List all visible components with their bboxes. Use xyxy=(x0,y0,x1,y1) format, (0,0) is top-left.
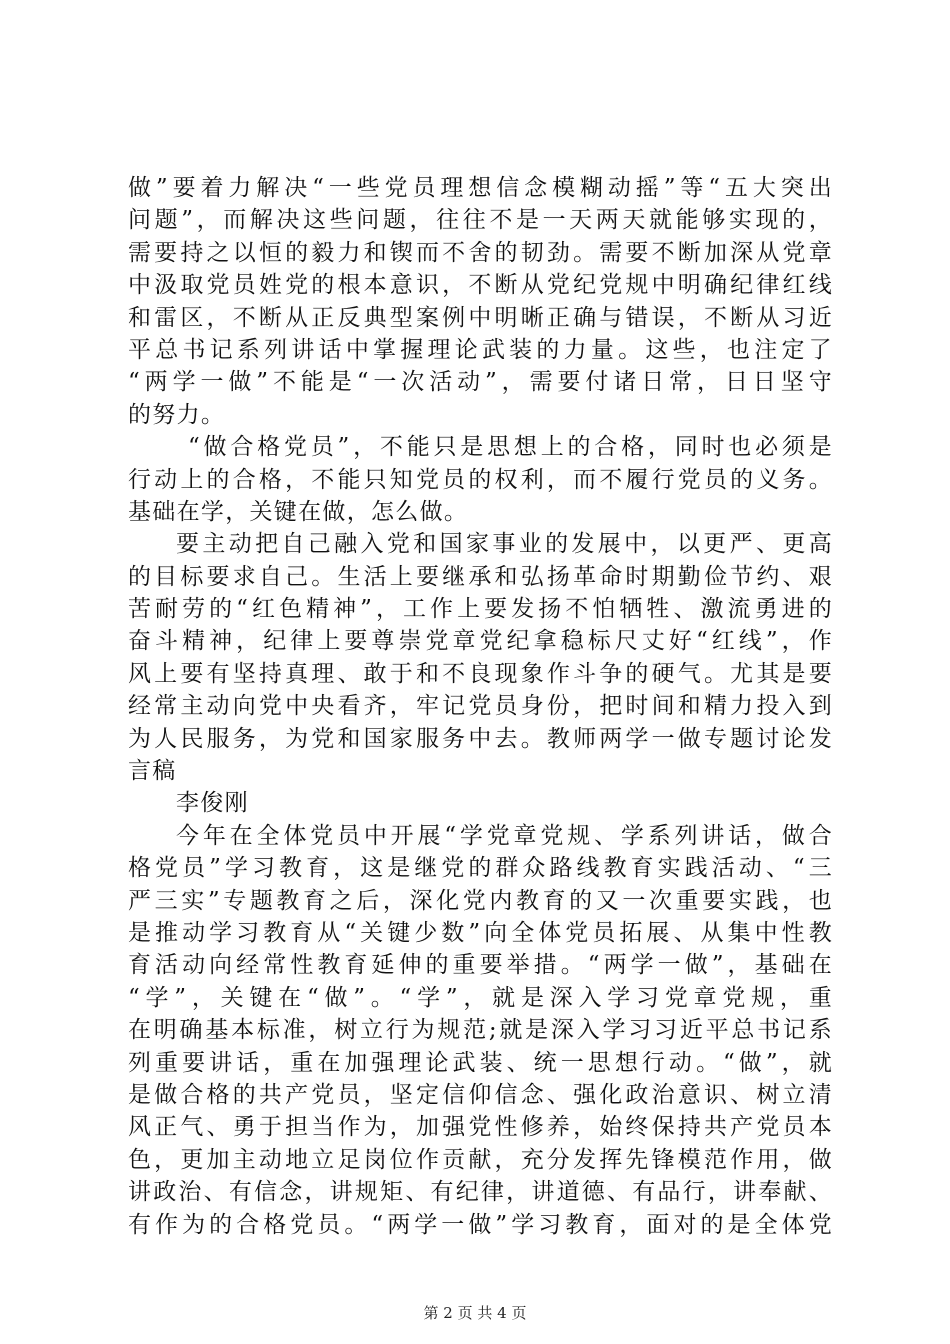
text-line: 问题”，而解决这些问题，往往不是一天两天就能够实现的， xyxy=(128,207,833,234)
text-line: 中汲取党员姓党的根本意识，不断从党纪党规中明确纪律红线 xyxy=(128,272,833,299)
text-line: 是做合格的共产党员，坚定信仰信念、强化政治意识、树立清 xyxy=(128,1081,833,1108)
text-line: 要主动把自己融入党和国家事业的发展中，以更严、更高 xyxy=(176,531,833,558)
author-name: 李俊刚 xyxy=(176,790,249,817)
text-line: “学”，关键在“做”。“学”，就是深入学习党章党规，重 xyxy=(128,984,833,1011)
text-line: 和雷区，不断从正反典型案例中明晰正确与错误，不断从习近 xyxy=(128,304,833,331)
body-text xyxy=(128,172,833,1241)
text-line: “做合格党员”，不能只是思想上的合格，同时也必须是 xyxy=(188,434,833,461)
text-line: 风正气、勇于担当作为，加强党性修养，始终保持共产党员本 xyxy=(128,1114,833,1141)
text-line: 苦耐劳的“红色精神”，工作上要发扬不怕牺牲、激流勇进的 xyxy=(128,596,833,623)
text-line: 色，更加主动地立足岗位作贡献，充分发挥先锋模范作用，做 xyxy=(128,1146,833,1173)
text-line: 格党员”学习教育，这是继党的群众路线教育实践活动、“三 xyxy=(128,855,833,882)
text-line: 育活动向经常性教育延伸的重要举措。“两学一做”，基础在 xyxy=(128,952,833,979)
text-line: 言稿 xyxy=(128,758,177,785)
text-line: 奋斗精神，纪律上要尊崇党章党纪拿稳标尺丈好“红线”，作 xyxy=(128,628,833,655)
text-line: 有作为的合格党员。“两学一做”学习教育，面对的是全体党 xyxy=(128,1211,833,1238)
text-line: 严三实”专题教育之后，深化党内教育的又一次重要实践，也 xyxy=(128,887,833,914)
text-line: 今年在全体党员中开展“学党章党规、学系列讲话，做合 xyxy=(176,822,833,849)
text-line: 需要持之以恒的毅力和锲而不舍的韧劲。需要不断加深从党章 xyxy=(128,239,833,266)
text-line: 的目标要求自己。生活上要继承和弘扬革命时期勤俭节约、艰 xyxy=(128,563,833,590)
text-line: 经常主动向党中央看齐，牢记党员身份，把时间和精力投入到 xyxy=(128,693,833,720)
text-line: 基础在学，关键在做，怎么做。 xyxy=(128,498,469,525)
text-line: 做”要着力解决“一些党员理想信念模糊动摇”等“五大突出 xyxy=(128,175,833,201)
text-line: 列重要讲话，重在加强理论武装、统一思想行动。“做”，就 xyxy=(128,1049,833,1076)
text-line: 的努力。 xyxy=(128,401,226,428)
text-line: 在明确基本标准，树立行为规范;就是深入学习习近平总书记系 xyxy=(128,1017,833,1044)
text-line: 平总书记系列讲话中掌握理论武装的力量。这些，也注定了 xyxy=(128,336,833,363)
text-line: “两学一做”不能是“一次活动”，需要付诸日常，日日坚守 xyxy=(128,369,833,396)
text-line: 讲政治、有信念，讲规矩、有纪律，讲道德、有品行，讲奉献、 xyxy=(128,1179,833,1206)
page-number-footer: 第 2 页 共 4 页 xyxy=(423,1304,527,1322)
text-line: 风上要有坚持真理、敢于和不良现象作斗争的硬气。尤其是要 xyxy=(128,660,833,687)
text-line: 为人民服务，为党和国家服务中去。教师两学一做专题讨论发 xyxy=(128,725,833,752)
text-line: 是推动学习教育从“关键少数”向全体党员拓展、从集中性教 xyxy=(128,919,833,946)
text-line: 行动上的合格，不能只知党员的权利，而不履行党员的义务。 xyxy=(128,466,833,493)
